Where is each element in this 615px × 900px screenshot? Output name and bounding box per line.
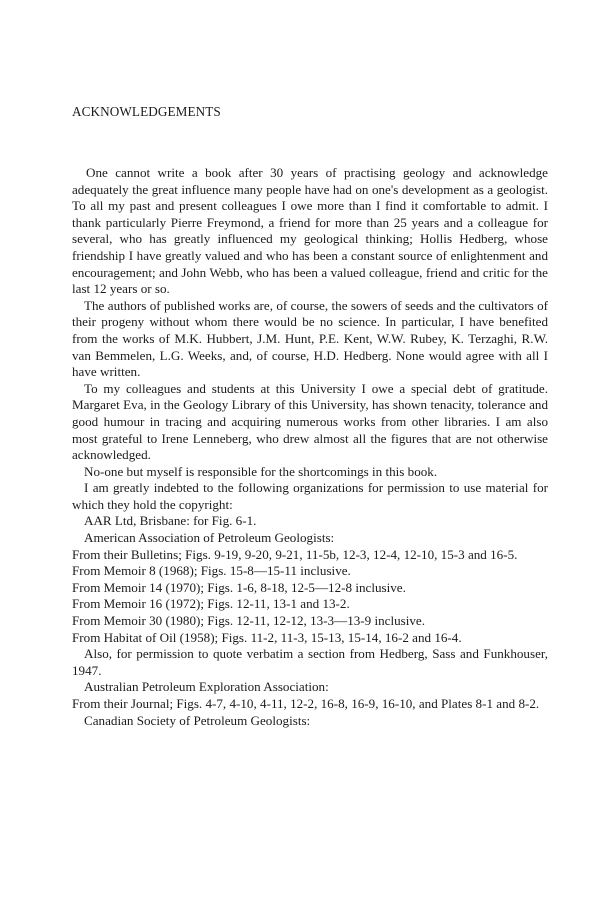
copyright-item-habitat-of-oil: From Habitat of Oil (1958); Figs. 11-2, 11-3, 15-13, 15-14, 16-2 and 16-4. (72, 629, 462, 645)
paragraph-copyright-intro: I am greatly indebted to the following organizations for permission to use material for which they hold the copyright: (72, 480, 548, 512)
paragraph-authors: The authors of published works are, of course, the sowers of seeds and the cultivators of their progeny without whom there would be no science. In particular, I have benefited from the works of M.K. Hubbert, J.M. Hunt, P.E. Kent, W.W. Rubey, K. Terzaghi, R.W. van Bemmelen, L.G. Weeks, and, of course, H.D. Hedberg. None would agree with all I have written. (72, 297, 548, 380)
copyright-item-aar: AAR Ltd, Brisbane: for Fig. 6-1. (84, 513, 257, 529)
copyright-item-appea-journal: From their Journal; Figs. 4-7, 4-10, 4-11, 12-2, 16-8, 16-9, 16-10, and Plates 8-1 and 8-2. (72, 696, 540, 711)
copyright-org-cspg: Canadian Society of Petroleum Geologists: (84, 712, 311, 728)
copyright-item-memoir-16: From Memoir 16 (1972); Figs. 12-11, 13-1 and 13-2. (72, 596, 350, 612)
paragraph-responsibility: No-one but myself is responsible for the shortcomings in this book. (84, 463, 438, 479)
copyright-item-memoir-8: From Memoir 8 (1968); Figs. 15-8—15-11 inclusive. (72, 563, 351, 579)
page-title: ACKNOWLEDGEMENTS (72, 104, 221, 119)
acknowledgements-body (72, 165, 548, 729)
copyright-org-appea: Australian Petroleum Exploration Association: (84, 679, 329, 695)
copyright-item-memoir-30: From Memoir 30 (1980); Figs. 12-11, 12-12, 13-3—13-9 inclusive. (72, 613, 426, 629)
copyright-item-memoir-14: From Memoir 14 (1970); Figs. 1-6, 8-18, 12-5—12-8 inclusive. (72, 579, 406, 595)
copyright-item-hedberg-quote: Also, for permission to quote verbatim a section from Hedberg, Sass and Funkhouser, 1947. (72, 646, 548, 678)
copyright-item-aapg-bulletins: From their Bulletins; Figs. 9-19, 9-20, 9-21, 11-5b, 12-3, 12-4, 12-10, 15-3 and 16-5. (72, 546, 518, 562)
paragraph-influences: One cannot write a book after 30 years of practising geology and acknowledge adequately the great influence many people have had on one's development as a geologist. To all my past and present colleagues I owe more than I find it comfortable to admit. I thank particularly Pierre Freymond, a friend for more than 25 years and a colleague for several, who has greatly influenced my geological thinking; Hollis Hedberg, whose friendship I have greatly valued and who has been a constant source of enlightenment and encouragement; and John Webb, who has been a valued colleague, friend and critic for the last 12 years or so. (72, 165, 548, 297)
copyright-org-aapg: American Association of Petroleum Geologists: (84, 530, 335, 546)
paragraph-colleagues: To my colleagues and students at this University I owe a special debt of gratitude. Margaret Eva, in the Geology Library of this University, has shown tenacity, tolerance and good humour in tracing and acquiring numerous works from other libraries. I am also most grateful to Irene Lenneberg, who drew almost all the figures that are not otherwise acknowledged. (72, 380, 548, 463)
